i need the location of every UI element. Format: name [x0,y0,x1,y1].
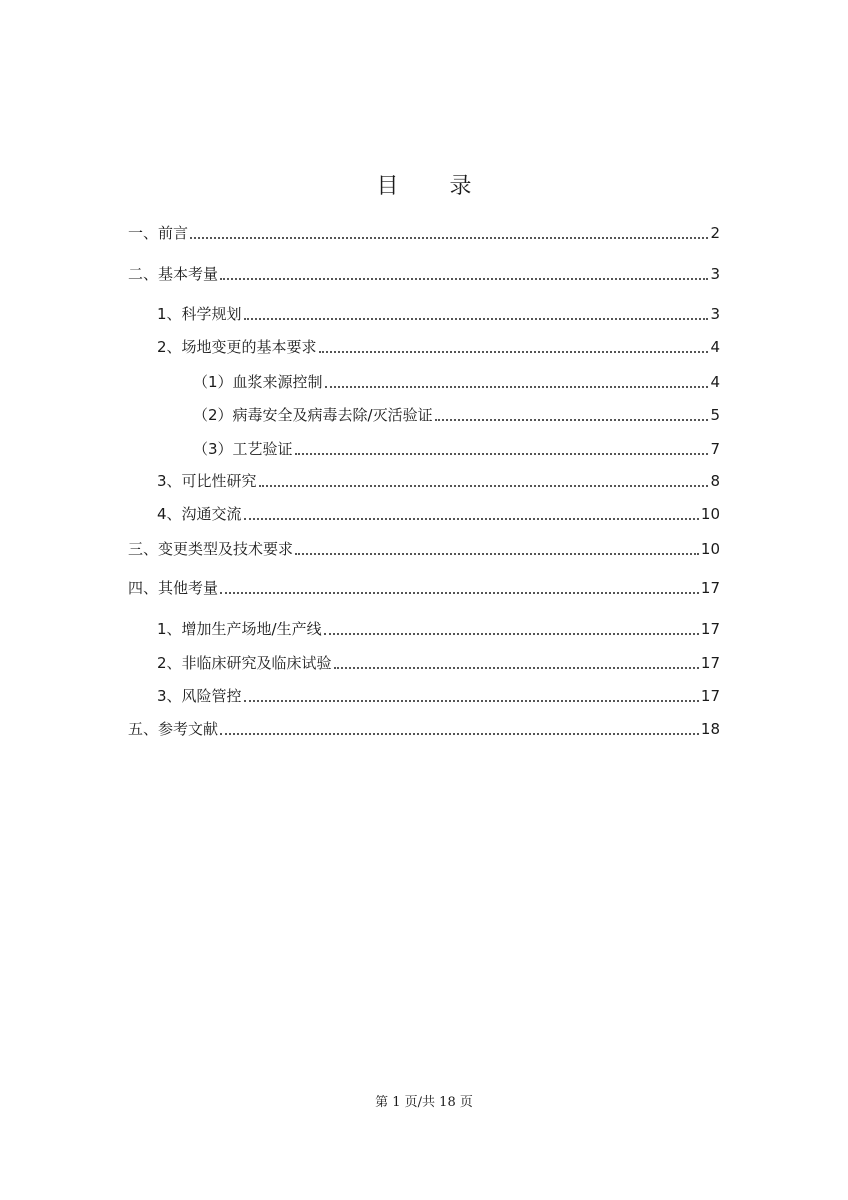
toc-entry-label: 三、变更类型及技术要求 [128,540,294,558]
dot-leader [244,318,709,320]
toc-entry-process-validation[interactable] [128,431,720,459]
toc-entry-page: 3 [710,305,720,323]
toc-entry-page: 2 [710,224,720,242]
dot-leader [244,700,699,702]
toc-entry-label: （1）血浆来源控制 [193,373,323,391]
page-footer: 第 1 页/共 18 页 [375,1095,473,1110]
toc-entry-site-change-requirements[interactable] [128,329,720,357]
toc-entry-preface[interactable] [128,215,720,243]
toc-entry-page: 4 [710,373,720,391]
toc-entry-label: 4、沟通交流 [157,505,242,523]
toc-entry-scientific-planning[interactable] [128,296,720,324]
dot-leader [435,419,709,421]
toc-entry-basic-considerations[interactable] [128,256,720,284]
dot-leader [220,278,708,280]
toc-entry-comparability-study[interactable] [128,463,720,491]
page-title: 目 录 [376,174,494,199]
toc-entry-page: 18 [700,720,720,738]
dot-leader [295,553,699,555]
toc-entry-label: 五、参考文献 [128,720,219,738]
toc-entry-page: 17 [700,654,720,672]
toc-entry-viral-safety[interactable] [128,397,720,425]
toc-entry-label: 四、其他考量 [128,579,219,597]
dot-leader [259,485,709,487]
dot-leader [325,386,709,388]
toc-entry-label: 2、非临床研究及临床试验 [157,654,332,672]
toc-entry-references[interactable] [128,711,720,739]
toc-entry-label: （3）工艺验证 [193,440,293,458]
toc-entry-label: 1、科学规划 [157,305,242,323]
toc-entry-page: 17 [700,620,720,638]
toc-entry-communication[interactable] [128,496,720,524]
toc-entry-page: 7 [710,440,720,458]
dot-leader [220,592,699,594]
dot-leader [220,733,699,735]
dot-leader [324,633,699,635]
dot-leader [244,518,699,520]
toc-entry-nonclinical-clinical[interactable] [128,645,720,673]
toc-entry-label: 3、风险管控 [157,687,242,705]
toc-entry-page: 4 [710,338,720,356]
toc-entry-plasma-source-control[interactable] [128,364,720,392]
toc-entry-page: 10 [700,540,720,558]
dot-leader [190,237,708,239]
toc-entry-change-types[interactable] [128,531,720,559]
toc-entry-risk-control[interactable] [128,678,720,706]
toc-entry-page: 17 [700,687,720,705]
toc-entry-page: 5 [710,406,720,424]
toc-entry-label: 3、可比性研究 [157,472,257,490]
toc-entry-page: 8 [710,472,720,490]
toc-entry-page: 3 [710,265,720,283]
toc-entry-add-production-site[interactable] [128,611,720,639]
toc-entry-other-considerations[interactable] [128,570,720,598]
dot-leader [319,351,709,353]
toc-entry-label: 2、场地变更的基本要求 [157,338,317,356]
toc-entry-label: （2）病毒安全及病毒去除/灭活验证 [193,406,433,424]
toc-entry-page: 17 [700,579,720,597]
dot-leader [295,453,709,455]
toc-entry-label: 二、基本考量 [128,265,219,283]
toc-entry-page: 10 [700,505,720,523]
dot-leader [334,667,699,669]
toc-entry-label: 1、增加生产场地/生产线 [157,620,322,638]
toc-entry-label: 一、前言 [128,224,189,242]
